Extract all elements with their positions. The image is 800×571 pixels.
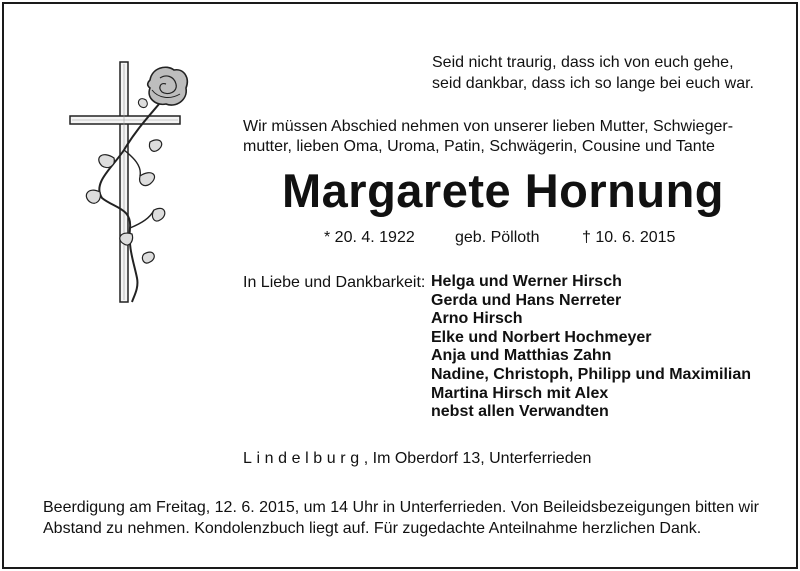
mourner-entry: Elke und Norbert Hochmeyer: [431, 328, 652, 346]
funeral-notice: [43, 497, 759, 539]
address-rest: , Im Oberdorf 13, Unterferrieden: [363, 450, 592, 467]
maiden-name: geb. Pölloth: [455, 229, 540, 246]
mourner-entry: Arno Hirsch: [431, 310, 523, 328]
death-date: † 10. 6. 2015: [582, 229, 676, 246]
birth-date: * 20. 4. 1922: [324, 229, 415, 246]
intro-line-1: Wir müssen Abschied nehmen von unserer lieben Mutter, Schwieger-: [243, 118, 734, 135]
mourner-entry: nebst allen Verwandten: [431, 403, 609, 421]
address-line: [243, 449, 591, 469]
funeral-line-2: Abstand zu nehmen. Kondolenzbuch liegt auf. Für zugedachte Anteilnahme herzlichen Dank.: [43, 520, 702, 537]
mourner-entry: Helga und Werner Hirsch: [431, 273, 622, 290]
mourner-entry: Gerda und Hans Nerreter: [431, 291, 622, 309]
cross-with-rose-icon: [62, 58, 202, 308]
motto-line-2: seid dankbar, dass ich so lange bei euch war.: [432, 75, 754, 92]
intro-text: [243, 117, 763, 157]
mourners-list: [431, 273, 751, 422]
mourner-entry: Anja und Matthias Zahn: [431, 347, 612, 365]
address-place: Lindelburg: [243, 450, 364, 467]
motto-line-1: Seid nicht traurig, dass ich von euch gehe,: [432, 54, 734, 71]
motto-verse: [432, 52, 754, 94]
mourner-entry: Nadine, Christoph, Philipp und Maximilian: [431, 365, 752, 383]
deceased-name: Margarete Hornung: [282, 164, 724, 217]
intro-line-2: mutter, lieben Oma, Uroma, Patin, Schwägerin, Cousine und Tante: [243, 138, 715, 155]
mourner-entry: Martina Hirsch mit Alex: [431, 384, 609, 402]
mourners-label: In Liebe und Dankbarkeit:: [243, 274, 426, 291]
funeral-line-1: Beerdigung am Freitag, 12. 6. 2015, um 14 Uhr in Unterferrieden. Von Beileidsbezeigungen bitten wir: [43, 499, 759, 516]
